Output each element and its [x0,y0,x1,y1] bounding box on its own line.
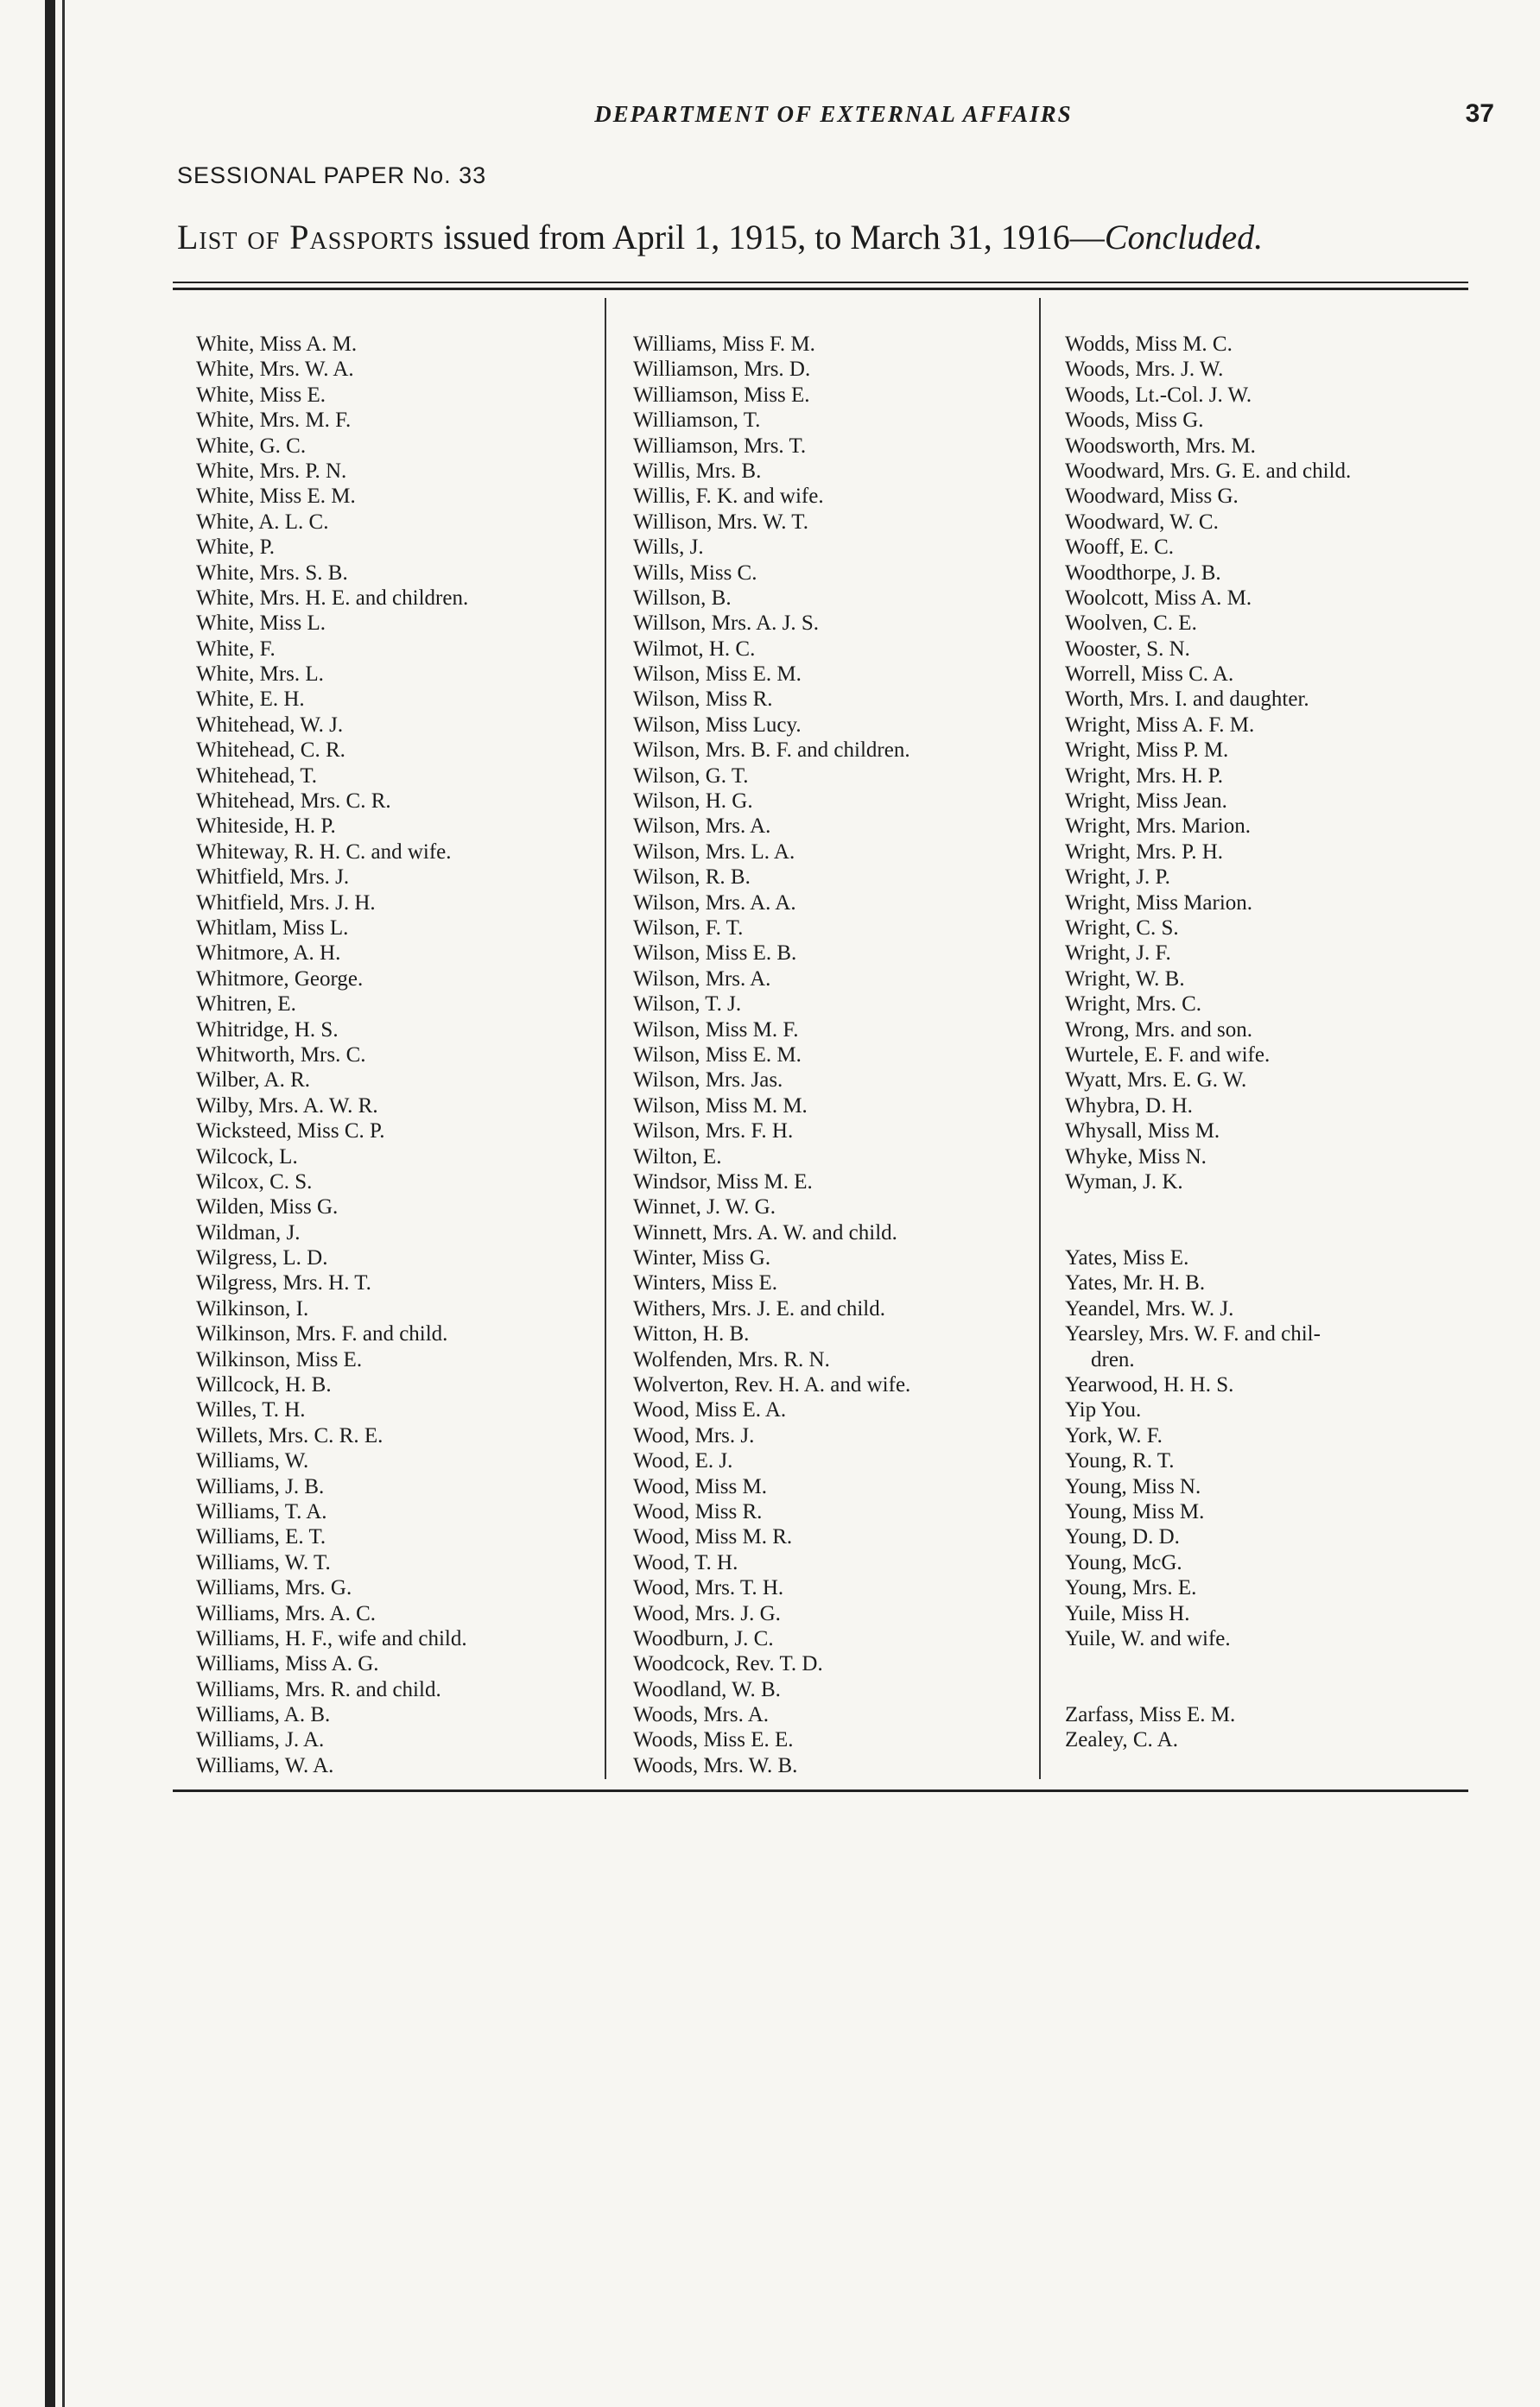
passport-entry: Wills, J. [633,535,704,560]
blank-line [1065,1220,1351,1245]
passport-entry: Williams, Mrs. A. C. [196,1601,377,1625]
passport-entry: Wolverton, Rev. H. A. and wife. [633,1373,911,1397]
passport-entry: Williams, W. A. [196,1753,334,1777]
passport-entry: Wilson, Mrs. F. H. [633,1119,794,1143]
passport-entry: Wood, Miss M. R. [633,1525,793,1549]
passport-entry: Wright, Mrs. P. H. [1065,839,1224,864]
passport-entry: Winnett, Mrs. A. W. and child. [633,1220,897,1245]
passport-entry: Wilson, Mrs. B. F. and children. [633,738,910,763]
passport-entry: Whybra, D. H. [1065,1093,1193,1118]
passport-entry: Wrong, Mrs. and son. [1065,1017,1253,1042]
passport-entry: Woods, Miss G. [1065,409,1204,433]
passport-entry: Yates, Mr. H. B. [1065,1271,1206,1295]
passport-entry: Wright, Mrs. C. [1065,992,1202,1017]
passport-entry: White, Mrs. P. N. [196,459,347,483]
list-title-smallcaps: List of Passports [177,218,435,257]
binding-edge [45,0,55,2407]
passport-entry: Wood, E. J. [633,1449,733,1473]
department-heading: DEPARTMENT OF EXTERNAL AFFAIRS [594,101,1073,127]
passport-entry: Woods, Miss E. E. [633,1728,794,1752]
passport-entry: Yearsley, Mrs. W. F. and chil- [1065,1322,1321,1346]
passport-entry: York, W. F. [1065,1423,1163,1447]
passport-entry: Wilby, Mrs. A. W. R. [196,1093,378,1118]
passport-entry: Woodcock, Rev. T. D. [633,1652,823,1676]
passport-entry: Yeandel, Mrs. W. J. [1065,1296,1234,1321]
passport-entry: Wright, Mrs. H. P. [1065,763,1224,788]
passport-entry: Wilson, Miss Lucy. [633,713,802,737]
passport-entry: Whyke, Miss N. [1065,1144,1207,1169]
column-separator [605,298,606,1779]
passport-entry: Yuile, Miss H. [1065,1601,1190,1625]
passport-entry: Williamson, Miss E. [633,383,810,407]
list-title [177,214,1507,261]
passport-entry: Windsor, Miss M. E. [633,1169,813,1194]
passport-entry: Wilson, Mrs. L. A. [633,839,795,864]
passport-entry: Whitfield, Mrs. J. [196,865,350,890]
passport-entry: Willes, T. H. [196,1398,306,1422]
sessional-paper-label: SESSIONAL PAPER No. 33 [177,162,487,188]
passport-entry: Wright, Mrs. Marion. [1065,814,1251,839]
passport-column-3 [1065,332,1351,1753]
passport-entry: Young, Mrs. E. [1065,1576,1197,1600]
passport-entry: Young, McG. [1065,1550,1182,1574]
passport-entry: Willets, Mrs. C. R. E. [196,1423,383,1447]
passport-entry: Wooff, E. C. [1065,535,1174,560]
passport-entry: Woolcott, Miss A. M. [1065,586,1252,610]
passport-entry: Wood, Mrs. J. G. [633,1601,781,1625]
passport-entry: Worrell, Miss C. A. [1065,662,1234,687]
top-rule-double [173,288,1468,290]
passport-entry: Wood, T. H. [633,1550,738,1574]
passport-entry: White, P. [196,535,275,560]
list-title-italic: Concluded. [1104,218,1264,257]
passport-entry: Wills, Miss C. [633,561,757,585]
passport-entry: Yuile, W. and wife. [1065,1626,1231,1650]
passport-entry: Wood, Miss M. [633,1474,767,1498]
passport-entry: Wood, Miss E. A. [633,1398,787,1422]
passport-entry: Wilson, Mrs. A. [633,814,771,839]
passport-entry: White, F. [196,637,276,661]
passport-entry: Whitmore, George. [196,966,364,991]
passport-entry: Whitmore, A. H. [196,941,341,966]
passport-entry: Williams, W. T. [196,1550,331,1574]
passport-entry: Wright, Miss P. M. [1065,738,1229,763]
passport-entry: Whiteway, R. H. C. and wife. [196,839,452,864]
passport-entry: Witton, H. B. [633,1322,750,1346]
passport-entry: Williams, A. B. [196,1703,331,1727]
passport-entry: Yates, Miss E. [1065,1246,1189,1270]
passport-entry: Whitehead, C. R. [196,738,345,763]
passport-entry: Williamson, T. [633,409,761,433]
passport-entry: White, Mrs. W. A. [196,358,354,382]
passport-entry: Young, Miss N. [1065,1474,1201,1498]
passport-entry: Wyman, J. K. [1065,1169,1183,1194]
blank-line [1065,1677,1351,1702]
passport-entry: White, Mrs. H. E. and children. [196,586,469,610]
passport-entry: Wilson, Miss R. [633,687,773,712]
passport-entry: Wilgress, L. D. [196,1246,328,1270]
binding-edge-line [62,0,65,2407]
passport-entry: Wildman, J. [196,1220,301,1245]
passport-entry: Wyatt, Mrs. E. G. W. [1065,1068,1247,1093]
passport-entry: White, Mrs. M. F. [196,409,352,433]
passport-entry: White, Miss E. [196,383,326,407]
passport-entry: Wilson, Miss E. B. [633,941,797,966]
passport-entry: Wilson, Mrs. A. A. [633,890,796,915]
passport-entry: Wilcox, C. S. [196,1169,313,1194]
passport-entry: White, Mrs. L. [196,662,324,687]
passport-entry: Young, D. D. [1065,1525,1180,1549]
passport-entry: Whitfield, Mrs. J. H. [196,890,376,915]
passport-entry: Wood, Mrs. T. H. [633,1576,784,1600]
passport-entry: Willson, Mrs. A. J. S. [633,611,820,636]
passport-entry: Woods, Mrs. J. W. [1065,358,1224,382]
passport-entry: White, E. H. [196,687,305,712]
passport-entry: Wilson, Miss M. F. [633,1017,799,1042]
passport-entry: Yearwood, H. H. S. [1065,1373,1234,1397]
passport-entry: Whitehead, Mrs. C. R. [196,789,391,814]
passport-entry: Williams, J. A. [196,1728,325,1752]
passport-entry: Williamson, Mrs. T. [633,434,807,458]
passport-entry: Willis, F. K. and wife. [633,485,824,509]
passport-entry: Wood, Miss R. [633,1499,763,1523]
passport-entry: Willson, B. [633,586,732,610]
passport-entry: Wilgress, Mrs. H. T. [196,1271,371,1295]
passport-entry: Whitehead, T. [196,763,317,788]
passport-entry: Wilden, Miss G. [196,1195,339,1219]
passport-entry: Willis, Mrs. B. [633,459,762,483]
passport-entry: Willcock, H. B. [196,1373,332,1397]
passport-entry: Williams, H. F., wife and child. [196,1626,467,1650]
passport-entry: Woodthorpe, J. B. [1065,561,1221,585]
passport-entry: Wilson, Miss E. M. [633,1042,802,1067]
passport-entry: Winnet, J. W. G. [633,1195,776,1219]
passport-entry: Woods, Mrs. A. [633,1703,770,1727]
passport-entry: Wilkinson, Mrs. F. and child. [196,1322,448,1346]
passport-entry: White, A. L. C. [196,510,329,534]
passport-entry: Whiteside, H. P. [196,814,336,839]
list-title-main: issued from April 1, 1915, to March 31, 1916— [434,218,1105,257]
column-separator [1039,298,1041,1779]
passport-entry: Woodward, Mrs. G. E. and child. [1065,459,1352,483]
passport-entry: Winter, Miss G. [633,1246,771,1270]
passport-entry: Wilson, F. T. [633,915,744,940]
passport-entry: Wilson, Miss M. M. [633,1093,808,1118]
passport-entry: Wilmot, H. C. [633,637,756,661]
passport-entry: Zealey, C. A. [1065,1728,1178,1752]
passport-entry: Wood, Mrs. J. [633,1423,755,1447]
passport-entry: Wilcock, L. [196,1144,298,1169]
passport-entry: Williams, Mrs. G. [196,1576,352,1600]
passport-entry: Wright, Miss Jean. [1065,789,1227,814]
passport-entry: Wooster, S. N. [1065,637,1190,661]
passport-entry: White, Miss L. [196,611,326,636]
passport-entry: Young, R. T. [1065,1449,1175,1473]
passport-entry: Wilson, Mrs. Jas. [633,1068,783,1093]
passport-entry: Wilton, E. [633,1144,722,1169]
blank-line [1065,1194,1351,1219]
passport-entry: Wright, J. F. [1065,941,1171,966]
passport-entry: Wilkinson, I. [196,1296,309,1321]
passport-entry: Williams, Mrs. R. and child. [196,1677,441,1701]
page-number: 37 [1465,99,1494,128]
passport-entry: Williams, T. A. [196,1499,327,1523]
passport-entry: Williams, W. [196,1449,309,1473]
passport-entry: Williamson, Mrs. D. [633,358,811,382]
passport-entry: Winters, Miss E. [633,1271,778,1295]
passport-entry: Wicksteed, Miss C. P. [196,1119,385,1143]
passport-entry: dren. [1091,1347,1135,1371]
passport-entry: Williams, J. B. [196,1474,325,1498]
passport-entry: Woods, Lt.-Col. J. W. [1065,383,1252,407]
passport-entry: White, Miss E. M. [196,485,356,509]
passport-entry: Whitworth, Mrs. C. [196,1042,366,1067]
passport-entry: Whitehead, W. J. [196,713,344,737]
passport-entry: Wright, Miss A. F. M. [1065,713,1255,737]
top-rule [173,282,1468,283]
passport-entry: Wolfenden, Mrs. R. N. [633,1347,830,1371]
passport-entry: White, Miss A. M. [196,333,358,356]
passport-entry: Whysall, Miss M. [1065,1119,1220,1143]
passport-entry: Wodds, Miss M. C. [1065,333,1233,356]
passport-entry: Yip You. [1065,1398,1142,1422]
passport-entry: Wilson, R. B. [633,865,751,890]
passport-entry: Wright, C. S. [1065,915,1179,940]
passport-entry: Wilson, T. J. [633,992,742,1017]
passport-entry: White, Mrs. S. B. [196,561,348,585]
passport-entry: Whitridge, H. S. [196,1017,339,1042]
passport-entry: Wilson, H. G. [633,789,753,814]
passport-entry: Wright, W. B. [1065,966,1185,991]
passport-entry: Wright, J. P. [1065,865,1170,890]
passport-entry: Williams, Miss F. M. [633,333,815,356]
passport-entry: Withers, Mrs. J. E. and child. [633,1296,886,1321]
passport-entry: Whitlam, Miss L. [196,915,349,940]
bottom-rule [173,1789,1468,1792]
passport-entry: Zarfass, Miss E. M. [1065,1703,1236,1727]
passport-entry: Wright, Miss Marion. [1065,890,1253,915]
passport-entry: Willison, Mrs. W. T. [633,510,808,534]
passport-entry: Woodsworth, Mrs. M. [1065,434,1256,458]
passport-entry: Whitren, E. [196,992,296,1017]
passport-entry: White, G. C. [196,434,307,458]
passport-entry: Wilson, Mrs. A. [633,966,771,991]
passport-entry: Wilson, Miss E. M. [633,662,802,687]
passport-entry: Young, Miss M. [1065,1499,1205,1523]
passport-entry: Woodland, W. B. [633,1677,781,1701]
passport-entry: Woodburn, J. C. [633,1626,774,1650]
passport-entry: Woolven, C. E. [1065,611,1197,636]
passport-column-2 [633,332,910,1778]
passport-entry: Wilson, G. T. [633,763,749,788]
passport-entry: Woodward, W. C. [1065,510,1219,534]
passport-entry: Woodward, Miss G. [1065,485,1239,509]
passport-entry: Williams, E. T. [196,1525,326,1549]
blank-line [1065,1651,1351,1676]
passport-entry: Woods, Mrs. W. B. [633,1753,798,1777]
passport-entry: Williams, Miss A. G. [196,1652,379,1676]
passport-column-1 [196,332,468,1778]
running-head [173,95,1494,133]
passport-entry: Worth, Mrs. I. and daughter. [1065,687,1309,712]
passport-entry: Wilkinson, Miss E. [196,1347,363,1371]
passport-entry: Wilber, A. R. [196,1068,311,1093]
passport-entry: Wurtele, E. F. and wife. [1065,1042,1271,1067]
